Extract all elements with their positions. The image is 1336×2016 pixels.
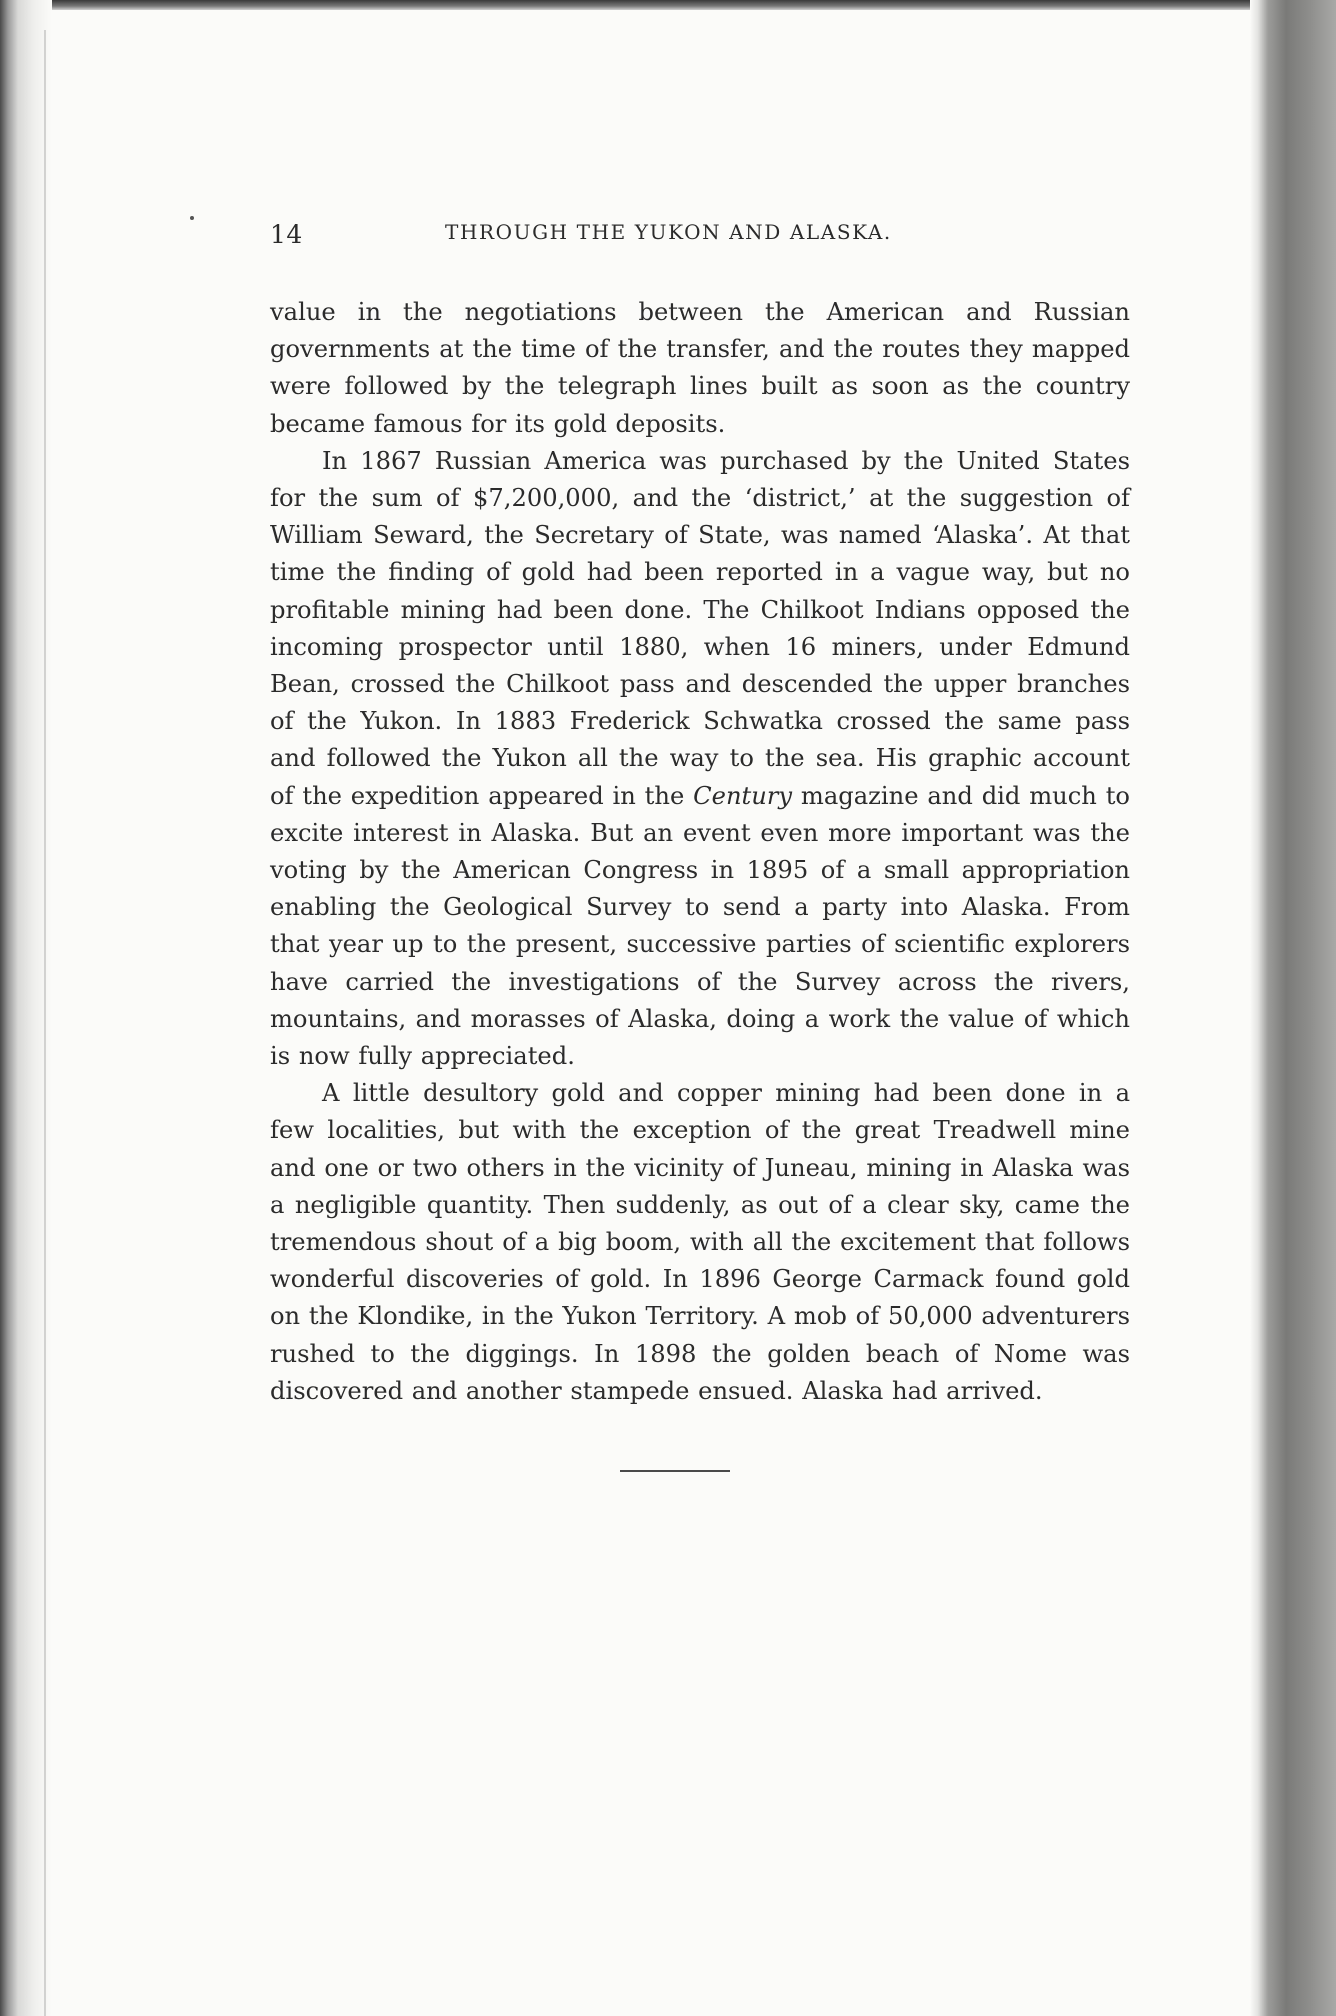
paragraph-gold-boom: A little desultory gold and copper mining had been done in a few localities, but with the exception of the great Treadwell mine and one or two others in the vicinity of Juneau, mining in Alaska was a negligible quantity. Then suddenly, as out of a clear sky, came the tremendous shout of a big boom, with all the excitement that follows wonderful discoveries of gold. In 1896 George Carmack found gold on the Klondike, in the Yukon Territory. A mob of 50,000 adventurers rushed to the diggings. In 1898 the golden beach of Nome was discovered and another stampede ensued. Alaska had arrived. — [270, 1079, 1130, 1405]
paragraph-text: In 1867 Russian America was purchased by the United States for the sum of $7,200,000, and the ‘district,’ at the suggestion of William Seward, the Secretary of State, was named ‘Alaska’. At that time the finding of gold had been reported in a vague way, but no profitable mining had been done. The Chilkoot Indians opposed the incoming prospector until 1880, when 16 miners, under Edmund Bean, crossed the Chilkoot pass and descended the upper branches of the Yukon. In 1883 Frederick Schwatka crossed the same pass and followed the Yukon all the way to the sea. His graphic account of the expedition appeared in the — [270, 446, 1130, 810]
book-gutter-shadow — [0, 0, 52, 2016]
magazine-title: Century — [693, 781, 793, 810]
paragraph-continued: value in the negotiations between the American and Russian governments at the time of the transfer, and the routes they mapped were followed by the telegraph lines built as soon as the country became famous for its gold deposits. — [270, 298, 1130, 438]
page-number: 14 — [270, 220, 303, 249]
page-content — [270, 216, 1130, 1472]
paragraph-text: magazine and did much to excite interest in Alaska. But an event even more important was the voting by the American Congress in 1895 of a small appropriation enabling the Geological Survey to send a party into Alaska. From that year up to the present, successive parties of scientific explorers have carried the investigations of the Survey across the rivers, mountains, and morasses of Alaska, doing a work the value of which is now fully appreciated. — [270, 781, 1130, 1071]
running-header — [270, 216, 1130, 256]
scan-top-edge — [0, 0, 1336, 10]
paragraph-russian-america — [270, 443, 1130, 1075]
section-end-rule — [620, 1470, 730, 1472]
ink-speck — [190, 216, 194, 220]
running-title: THROUGH THE YUKON AND ALASKA. — [445, 220, 892, 244]
page-edge-shadow — [1250, 0, 1336, 2016]
